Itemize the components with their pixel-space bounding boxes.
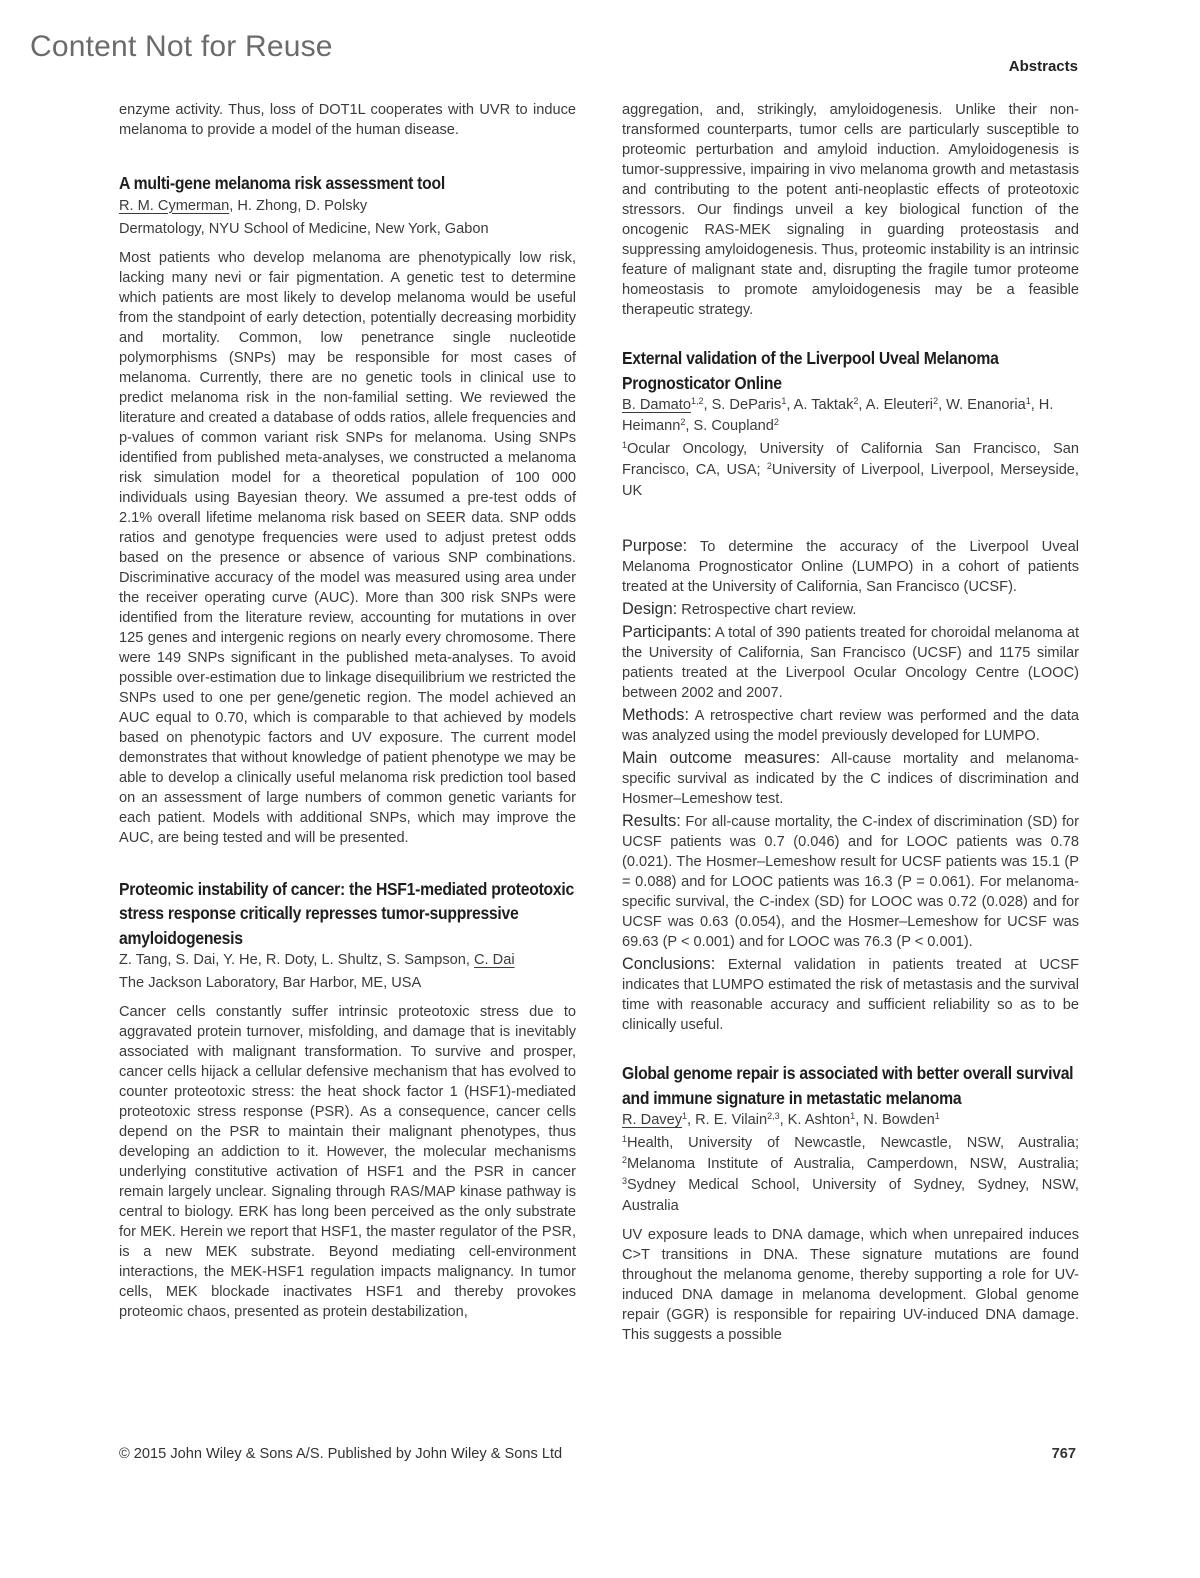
section-text: A total of 390 patients treated for choroidal melanoma at the University of California, San Francisco (UCSF) and 1175 similar patients treated at the Liverpool Ocular Oncology Centre (LOOC) between 2002 and 2007. [622,625,1079,701]
affiliation-marker: 1 [934,1111,940,1121]
abstract-title: External validation of the Liverpool Uveal Melanoma Prognosticator Online [622,348,999,393]
coauthor: , K. Ashton [779,1112,851,1128]
affiliation-marker: 2,3 [767,1111,780,1121]
affiliation-marker: 2 [853,396,859,406]
coauthor: , H. Heimann [622,397,1054,434]
abstract-affiliation [622,439,1079,502]
abstract-authors [622,1110,1079,1131]
coauthor: , R. E. Vilain [687,1112,768,1128]
coauthors: Z. Tang, S. Dai, Y. He, R. Doty, L. Shultz, S. Sampson, [119,952,475,968]
coauthor: , S. DeParis [703,397,782,413]
participants-section [622,622,1079,703]
presenting-author: R. M. Cymerman [119,197,230,214]
section-label: Conclusions: [622,955,716,973]
abstract-title: A multi-gene melanoma risk assessment tool [119,173,445,193]
affiliation-marker: 3 [622,1176,628,1186]
right-column [622,100,1079,1345]
purpose-section [622,536,1079,597]
abstract-body: Cancer cells constantly suffer intrinsic proteotoxic stress due to aggravated protein turnover, misfolding, and damage that is inevitably associated with malignant transformation. To survive and prosper, cancer cells hijack a cellular defensive mechanism that has evolved to counter proteotoxic stress: the heat shock factor 1 (HSF1)-mediated proteotoxic stress response (PSR). As a consequence, cancer cells depend on the PSR to maintain their malignant phenotypes, thus developing an addiction to it. However, the molecular mechanisms underlying constitutive activation of HSF1 and the PSR in cancer remain largely unclear. Signaling through RAS/MAP kinase pathway is central to biology. ERK has long been perceived as the only substrate for MEK. Herein we report that HSF1, the master regulator of the PSR, is a new MEK substrate. Beyond mediating cell-environment interactions, the MEK-HSF1 regulation impacts malignancy. In tumor cells, MEK blockade inactivates HSF1 and thereby provokes proteomic chaos, presented as protein destabilization, [119,1004,576,1320]
abstract-lumpo-validation [622,346,1079,1035]
abstract-authors [622,395,1079,437]
abstract-authors [119,196,576,217]
abstract-affiliation: The Jackson Laboratory, Bar Harbor, ME, USA [119,975,422,991]
presenting-author: R. Davey [622,1112,683,1128]
coauthor: , S. Coupland [685,418,774,434]
section-text: External validation in patients treated at UCSF indicates that LUMPO estimated the risk of metastasis and the survival time with reasonable accuracy and sufficient reliability so as to be clinically useful. [622,957,1079,1033]
design-section [622,599,1079,620]
section-label: Design: [622,600,678,618]
continued-text: enzyme activity. Thus, loss of DOT1L cooperates with UVR to induce melanoma to provide a model of the human disease. [119,102,576,138]
abstract-proteomic-instability [119,877,576,1323]
coauthor: , A. Taktak [786,397,854,413]
affiliation-text: Health, University of Newcastle, Newcastle, NSW, Australia; [627,1135,1079,1151]
coauthors: , H. Zhong, D. Polsky [229,197,368,214]
affiliation-marker: 2 [773,417,779,427]
affiliation-text: University of Liverpool, Liverpool, Merseyside, UK [622,462,1079,499]
page-footer [119,1446,1076,1462]
structured-abstract [622,536,1079,1035]
affiliation-text: Ocular Oncology, University of California San Francisco, San Francisco, CA, USA; [622,441,1079,478]
section-text: All-cause mortality and melanoma-specific survival as indicated by the C indices of discrimination and Hosmer–Lemeshow test. [622,751,1079,807]
watermark: Content Not for Reuse [30,30,333,63]
affiliation-marker: 1 [682,1111,688,1121]
abstract-body: UV exposure leads to DNA damage, which when unrepaired induces C>T transitions in DNA. These signature mutations are found throughout the melanoma genome, thereby supporting a role for UV-induced DNA damage in melanoma development. Global genome repair (GGR) is responsible for repairing UV-induced DNA damage. This suggests a possible [622,1227,1079,1343]
affiliation-marker: 1 [781,396,787,406]
abstract-body: Most patients who develop melanoma are phenotypically low risk, lacking many nevi or fair pigmentation. A genetic test to determine which patients are most likely to develop melanoma would be useful from the standpoint of early detection, potentially decreasing morbidity and mortality. Common, low penetrance single nucleotide polymorphisms (SNPs) may be responsible for most cases of melanoma. Currently, there are no genetic tools in clinical use to predict melanoma risk in the non-familial setting. We reviewed the literature and created a database of odds ratios, allele frequencies and p-values of common variant risk SNPs for melanoma. Using SNPs identified from published meta-analyses, we constructed a melanoma risk simulation model for a theoretical population of 100 000 individuals using Bayesian theory. We assumed a pre-test odds of 2.1% overall lifetime melanoma risk based on SEER data. SNP odds ratios and genotype frequencies were used to adjust pretest odds based on the presence or absence of various SNP combinations. Discriminative accuracy of the model was measured using area under the receiver operating curve (AUC). More than 300 risk SNPs were identified from the literature review, accounting for mutations in over 125 genes and intergenic regions on nearly every chromosome. There were 149 SNPs significant in the published meta-analyses. To avoid possible over-estimation due to linkage disequilibrium we restricted the SNPs used to one per gene/genetic region. The model achieved an AUC equal to 0.70, which is comparable to that achieved by models based on phenotypic factors and UV exposure. The current model demonstrates that without knowledge of patient phenotype we may be able to develop a clinically useful melanoma risk prediction tool based on an assessment of large numbers of common genetic variants for each patient. Models with additional SNPs, which may improve the AUC, are being tested and will be presented. [119,249,576,846]
section-text: To determine the accuracy of the Liverpool Uveal Melanoma Prognosticator Online (LUMPO) in a cohort of patients treated at the University of California, San Francisco (UCSF). [622,539,1079,595]
abstract-authors [119,950,576,971]
section-label: Main outcome measures: [622,749,821,767]
abstract-title: Global genome repair is associated with better overall survival and immune signature in metastatic melanoma [622,1063,1074,1108]
affiliation-marker: 2 [680,417,686,427]
affiliation-marker: 2 [766,461,772,471]
copyright-notice: © 2015 John Wiley & Sons A/S. Published by John Wiley & Sons Ltd [119,1446,563,1462]
section-label: Methods: [622,706,689,724]
left-column [119,100,576,1322]
outcome-section [622,748,1079,809]
section-label: Results: [622,812,681,830]
affiliation-marker: 1 [1025,396,1031,406]
coauthor: , N. Bowden [855,1112,935,1128]
abstract-affiliation [622,1133,1079,1217]
results-section [622,811,1079,952]
affiliation-marker: 1 [622,1134,628,1144]
presenting-author: C. Dai [474,952,515,968]
affiliation-marker: 2 [933,396,939,406]
presenting-author: B. Damato [622,397,691,413]
section-text: For all-cause mortality, the C-index of discrimination (SD) for UCSF patients was 0.7 (0.046) and for LOOC patients was 0.78 (0.021). The Hosmer–Lemeshow result for UCSF patients was 15.1 (P = 0.088) and for LOOC patients was 16.3 (P = 0.061). For melanoma-specific survival, the C-index (SD) for LOOC was 0.72 (0.028) and for UCSF was 0.63 (0.054), and the Hosmer–Lemeshow for UCSF was 69.63 (P < 0.001) and for LOOC was 76.3 (P < 0.001). [622,814,1079,950]
affiliation-marker: 2 [622,1155,628,1165]
section-label: Participants: [622,623,712,641]
coauthor: , A. Eleuteri [858,397,934,413]
page-number: 767 [1051,1446,1076,1462]
methods-section [622,705,1079,746]
continued-text: aggregation, and, strikingly, amyloidogenesis. Unlike their non-transformed counterparts, tumor cells are particularly susceptible to proteomic perturbation and amyloid induction. Amyloidogenesis is tumor-suppressive, impairing in vivo melanoma growth and metastasis and contributing to the potent anti-neoplastic effects of proteotoxic stressors. Our findings unveil a key biological function of the oncogenic RAS-MEK signaling in guarding proteostasis and suppressing amyloidogenesis. Thus, proteomic instability is an intrinsic feature of malignant state and, disrupting the fragile tumor proteome homeostasis to promote amyloidogenesis may be a feasible therapeutic strategy. [622,102,1079,318]
abstract-affiliation: Dermatology, NYU School of Medicine, New York, Gabon [119,220,489,237]
affiliation-marker: 1 [622,440,628,450]
affiliation-text: Melanoma Institute of Australia, Camperdown, NSW, Australia; [627,1156,1079,1172]
running-head: Abstracts [1008,58,1078,75]
abstract-global-genome-repair [622,1061,1079,1345]
coauthor: , W. Enanoria [938,397,1026,413]
section-label: Purpose: [622,537,688,555]
conclusions-section [622,954,1079,1035]
affiliation-marker: 1 [850,1111,856,1121]
abstract-risk-tool [119,171,576,848]
section-text: Retrospective chart review. [677,602,857,618]
abstract-title: Proteomic instability of cancer: the HSF1-mediated proteotoxic stress response critically represses tumor-suppressive amyloidogenesis [119,878,574,948]
affiliation-text: Sydney Medical School, University of Sydney, Sydney, NSW, Australia [622,1177,1079,1214]
section-text: A retrospective chart review was performed and the data was analyzed using the model previously developed for LUMPO. [622,708,1079,744]
affiliation-marker: 1,2 [690,396,704,406]
